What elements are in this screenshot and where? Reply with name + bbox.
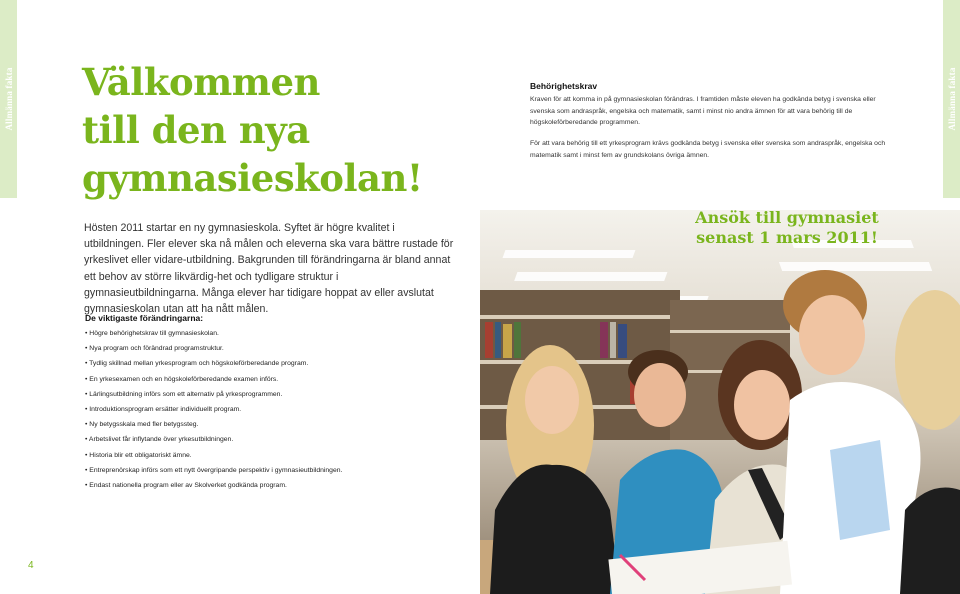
intro-paragraph: Hösten 2011 startar en ny gymnasieskola. Syftet är högre kvalitet i utbildningen. Fler elever ska nå målen och eleverna ska vara bättre rustade för yrkeslivet eller vidare-utbildning. Bakgrunden till förändringarna är bland annat ett behov av större likvärdig-het och tydligare struktur i gymnasieutbildningarna. Många elever har tidigare hoppat av eller avslutat gymnasieskolan utan att ha nått målen. (84, 222, 454, 316)
page-title-line-2: till den nya (82, 108, 310, 152)
side-tab-right (943, 0, 960, 198)
requirements-paragraph-1: Kraven för att komma in på gymnasieskolan förändras. I framtiden måste eleven ha godkända betyg i svenska eller svenska som andraspråk, engelska och matematik, samt i minst nio andra ämnen för att vara behörig till de högskoleförberedande programmen. (530, 96, 876, 127)
list-item: • Nya program och förändrad programstruktur. (85, 341, 475, 356)
page-number: 4 (28, 560, 34, 571)
side-tab-left-label: Allmänna fakta (3, 67, 14, 131)
students-photo (480, 210, 960, 594)
page-title-line-3: gymnasieskolan! (82, 156, 423, 200)
list-item: • Arbetslivet får inflytande över yrkesutbildningen. (85, 432, 475, 447)
list-item: • En yrkesexamen och en högskoleförberedande examen införs. (85, 372, 475, 387)
list-item: • Endast nationella program eller av Skolverket godkända program. (85, 478, 475, 493)
requirements-paragraph-2: För att vara behörig till ett yrkesprogram krävs godkända betyg i svenska eller svenska som andraspråk, engelska och matematik samt i minst fem av grundskolans övriga ämnen. (530, 140, 886, 159)
apply-line-1: Ansök till gymnasiet (695, 208, 879, 227)
list-item: • Historia blir ett obligatoriskt ämne. (85, 448, 475, 463)
list-item: • Lärlingsutbildning införs som ett alternativ på yrkesprogrammen. (85, 387, 475, 402)
list-item: • Ny betygsskala med fler betygssteg. (85, 417, 475, 432)
page-title-line-1: Välkommen (82, 60, 320, 104)
apply-line-2: senast 1 mars 2011! (696, 228, 878, 247)
apply-callout (682, 208, 892, 248)
list-item: • Entreprenörskap införs som ett nytt övergripande perspektiv i gymnasieutbildningen. (85, 463, 475, 478)
changes-title: De viktigaste förändringarna: (85, 313, 204, 323)
changes-list (85, 326, 475, 493)
side-tab-right-label: Allmänna fakta (946, 67, 957, 131)
page-title (82, 58, 423, 202)
list-item: • Tydlig skillnad mellan yrkesprogram och högskoleförberedande program. (85, 356, 475, 371)
list-item: • Högre behörighetskrav till gymnasieskolan. (85, 326, 475, 341)
requirements-title: Behörighetskrav (530, 81, 598, 91)
side-tab-left (0, 0, 17, 198)
list-item: • Introduktionsprogram ersätter individuellt program. (85, 402, 475, 417)
